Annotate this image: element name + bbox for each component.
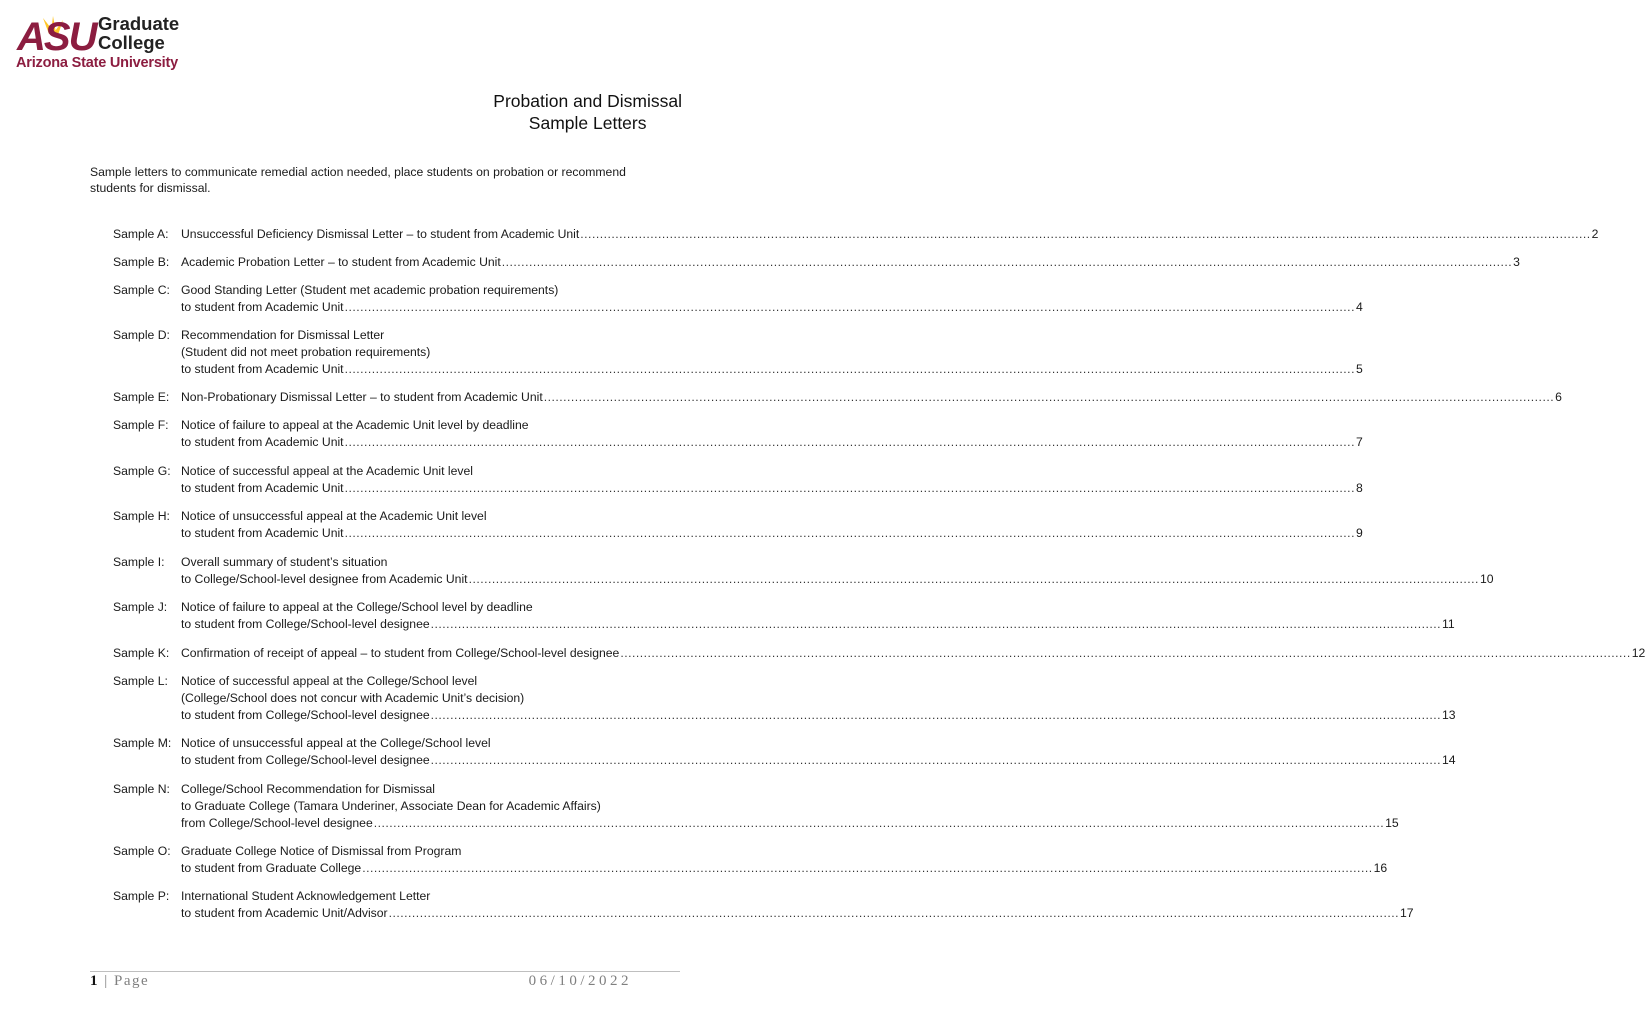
toc-dot-leader: .................................................................................................................................................................................................................................................................... xyxy=(543,390,1555,404)
toc-entry-text: College/School Recommendation for Dismissal xyxy=(181,782,436,796)
toc-dot-leader: .................................................................................................................................................................................................................................................................... xyxy=(430,708,1442,722)
toc-entry[interactable] xyxy=(113,282,1363,316)
toc-dot-leader: .................................................................................................................................................................................................................................................................... xyxy=(388,906,1399,920)
toc-entry-body xyxy=(181,645,1645,662)
toc-entry-line xyxy=(181,599,661,616)
toc-entry-text: (College/School does not concur with Academic Unit’s decision) xyxy=(181,691,525,705)
toc-entry-line xyxy=(181,463,661,480)
toc-entry-line xyxy=(181,282,661,299)
toc-entry-label: Sample O: xyxy=(113,844,171,858)
toc-entry-text: to student from Academic Unit xyxy=(181,526,344,540)
toc-entry-text: from College/School-level designee xyxy=(181,816,373,830)
toc-dot-leader: .................................................................................................................................................................................................................................................................... xyxy=(344,526,1355,540)
toc-entry-label: Sample L: xyxy=(113,674,168,688)
toc-entry-text: Non-Probationary Dismissal Letter – to student from Academic Unit xyxy=(181,390,543,404)
toc-entry-text: Notice of failure to appeal at the College/School level by deadline xyxy=(181,600,533,614)
toc-entry[interactable] xyxy=(113,327,1363,378)
toc-page-number: 5 xyxy=(1355,362,1363,376)
toc-dot-leader: .................................................................................................................................................................................................................................................................... xyxy=(344,362,1355,376)
toc-entry-body xyxy=(181,673,1456,724)
toc-entry-body xyxy=(181,599,1455,633)
toc-entry-label: Sample H: xyxy=(113,509,170,523)
title-line-2: Sample Letters xyxy=(528,113,647,133)
toc-dot-leader: .................................................................................................................................................................................................................................................................... xyxy=(430,753,1442,767)
logo-line1: Graduate xyxy=(98,13,180,34)
toc-entry-text: Graduate College Notice of Dismissal from Program xyxy=(181,844,462,858)
toc-entry-text: to student from Academic Unit xyxy=(181,362,344,376)
toc-entry-line xyxy=(181,673,661,690)
toc-entry[interactable] xyxy=(113,888,1414,922)
toc-entry[interactable] xyxy=(113,554,1494,588)
toc-entry-line xyxy=(181,735,661,752)
toc-page-number: 17 xyxy=(1400,906,1414,920)
toc-entry-line xyxy=(181,389,1562,406)
toc-dot-leader: .................................................................................................................................................................................................................................................................... xyxy=(468,572,1479,586)
toc-entry[interactable] xyxy=(113,508,1363,542)
toc-entry-text: Notice of failure to appeal at the Academic Unit level by deadline xyxy=(181,418,529,432)
toc-page-number: 15 xyxy=(1385,816,1399,830)
asu-graduate-college-logo xyxy=(16,12,186,74)
asu-logo-mark xyxy=(16,12,186,59)
toc-entry[interactable] xyxy=(113,226,1599,243)
toc-entry[interactable] xyxy=(113,463,1363,497)
toc-entry-line xyxy=(181,480,1363,497)
logo-line2: College xyxy=(98,32,165,53)
toc-entry-label: Sample B: xyxy=(113,255,170,269)
title-line-1: Probation and Dismissal xyxy=(493,91,682,111)
toc-page-number: 13 xyxy=(1442,708,1456,722)
toc-entry-label: Sample C: xyxy=(113,283,170,297)
toc-entry-text: to student from Graduate College xyxy=(181,861,362,875)
asu-wordmark: ASU xyxy=(17,15,96,59)
toc-entry-line xyxy=(181,434,1363,451)
toc-page-number: 12 xyxy=(1631,646,1645,660)
toc-entry-label: Sample K: xyxy=(113,646,170,660)
toc-entry[interactable] xyxy=(113,645,1645,662)
toc-entry-text: International Student Acknowledgement Letter xyxy=(181,889,431,903)
toc-entry-line xyxy=(181,508,661,525)
toc-entry-line xyxy=(181,645,1645,662)
footer-date: 06/10/2022 xyxy=(528,973,632,989)
toc-entry-line xyxy=(181,843,661,860)
toc-entry-text: (Student did not meet probation requirements) xyxy=(181,345,431,359)
toc-entry-label: Sample A: xyxy=(113,227,169,241)
toc-entry-body xyxy=(181,389,1562,406)
university-name: Arizona State University xyxy=(16,55,178,71)
toc-entry-body xyxy=(181,282,1363,316)
toc-entry-label: Sample M: xyxy=(113,736,172,750)
toc-entry-text: to student from Academic Unit/Advisor xyxy=(181,906,388,920)
toc-entry[interactable] xyxy=(113,843,1388,877)
toc-entry-body xyxy=(181,508,1363,542)
page-label: | Page xyxy=(99,973,150,989)
toc-entry-line xyxy=(181,254,1520,271)
toc-entry-line xyxy=(181,707,1456,724)
toc-entry-body xyxy=(181,554,1494,588)
toc-entry-body xyxy=(181,888,1414,922)
toc-entry-line xyxy=(181,525,1363,542)
toc-entry-line xyxy=(181,616,1455,633)
toc-entry-text: to student from College/School-level designee xyxy=(181,708,430,722)
toc-entry-text: Recommendation for Dismissal Letter xyxy=(181,328,385,342)
toc-entry-line xyxy=(181,888,661,905)
document-title xyxy=(493,90,682,134)
toc-entry-label: Sample I: xyxy=(113,555,165,569)
toc-dot-leader: .................................................................................................................................................................................................................................................................... xyxy=(344,300,1355,314)
toc-dot-leader: .................................................................................................................................................................................................................................................................... xyxy=(344,435,1355,449)
toc-dot-leader: .................................................................................................................................................................................................................................................................... xyxy=(430,617,1442,631)
toc-entry-label: Sample J: xyxy=(113,600,168,614)
toc-entry-text: Notice of unsuccessful appeal at the College/School level xyxy=(181,736,491,750)
toc-page-number: 3 xyxy=(1513,255,1520,269)
toc-dot-leader: .................................................................................................................................................................................................................................................................... xyxy=(344,481,1355,495)
toc-entry-text: Notice of successful appeal at the College/School level xyxy=(181,674,478,688)
toc-entry-line xyxy=(181,690,661,707)
toc-entry-body xyxy=(181,226,1599,243)
toc-entry-line xyxy=(181,571,1494,588)
toc-entry-line xyxy=(181,815,1399,832)
toc-entry-text: to student from Academic Unit xyxy=(181,435,344,449)
toc-page-number: 9 xyxy=(1355,526,1363,540)
toc-entry-body xyxy=(181,327,1363,378)
toc-entry-body xyxy=(181,781,1399,832)
toc-entry-text: to student from Academic Unit xyxy=(181,481,344,495)
toc-entry-label: Sample E: xyxy=(113,390,170,404)
toc-page-number: 6 xyxy=(1555,390,1562,404)
toc-dot-leader: .................................................................................................................................................................................................................................................................... xyxy=(620,646,1631,660)
toc-entry[interactable] xyxy=(113,417,1363,451)
toc-entry[interactable] xyxy=(113,389,1562,406)
toc-entry-line xyxy=(181,361,1363,378)
toc-entry[interactable] xyxy=(113,599,1455,633)
toc-page-number: 7 xyxy=(1355,435,1363,449)
toc-page-number: 11 xyxy=(1442,617,1455,631)
toc-page-number: 2 xyxy=(1591,227,1599,241)
toc-entry-line xyxy=(181,417,661,434)
toc-entry-text: Confirmation of receipt of appeal – to student from College/School-level designee xyxy=(181,646,620,660)
toc-entry-label: Sample F: xyxy=(113,418,169,432)
toc-entry[interactable] xyxy=(113,735,1456,769)
toc-page-number: 10 xyxy=(1479,572,1494,586)
toc-entry-text: to student from College/School-level designee xyxy=(181,753,430,767)
page-number: 1 xyxy=(90,973,99,989)
toc-entry[interactable] xyxy=(113,781,1399,832)
toc-page-number: 4 xyxy=(1355,300,1363,314)
toc-entry-line xyxy=(181,299,1363,316)
toc-entry-text: to student from College/School-level designee xyxy=(181,617,430,631)
toc-entry-text: Good Standing Letter (Student met academic probation requirements) xyxy=(181,283,559,297)
toc-page-number: 8 xyxy=(1355,481,1363,495)
toc-entry-label: Sample D: xyxy=(113,328,170,342)
toc-entry-line xyxy=(181,781,661,798)
toc-entry-text: Notice of unsuccessful appeal at the Academic Unit level xyxy=(181,509,487,523)
toc-entry-body xyxy=(181,417,1363,451)
toc-entry-text: to College/School-level designee from Academic Unit xyxy=(181,572,468,586)
toc-entry-line xyxy=(181,905,1414,922)
toc-entry-line xyxy=(181,860,1388,877)
footer-divider xyxy=(90,971,680,972)
toc-entry-body xyxy=(181,254,1520,271)
toc-entry-line xyxy=(181,798,661,815)
footer-page-number xyxy=(90,973,149,990)
toc-entry-text: Academic Probation Letter – to student from Academic Unit xyxy=(181,255,501,269)
toc-dot-leader: .................................................................................................................................................................................................................................................................... xyxy=(373,816,1385,830)
toc-entry-label: Sample G: xyxy=(113,464,171,478)
toc-entry-line xyxy=(181,344,661,361)
toc-entry-body xyxy=(181,463,1363,497)
toc-entry-line xyxy=(181,226,1599,243)
toc-entry-label: Sample N: xyxy=(113,782,170,796)
toc-entry-text: Notice of successful appeal at the Academic Unit level xyxy=(181,464,473,478)
toc-dot-leader: .................................................................................................................................................................................................................................................................... xyxy=(501,255,1513,269)
toc-page-number: 16 xyxy=(1373,861,1388,875)
toc-entry-body xyxy=(181,735,1456,769)
toc-entry[interactable] xyxy=(113,254,1520,271)
toc-entry-line xyxy=(181,327,661,344)
toc-entry-line xyxy=(181,752,1456,769)
toc-entry-body xyxy=(181,843,1388,877)
toc-page-number: 14 xyxy=(1442,753,1456,767)
toc-dot-leader: .................................................................................................................................................................................................................................................................... xyxy=(580,227,1591,241)
toc-entry-text: to Graduate College (Tamara Underiner, Associate Dean for Academic Affairs) xyxy=(181,799,601,813)
toc-entry[interactable] xyxy=(113,673,1456,724)
intro-paragraph: Sample letters to communicate remedial action needed, place students on probation or recommend students for dismissal. xyxy=(90,165,626,195)
toc-entry-text: to student from Academic Unit xyxy=(181,300,344,314)
toc-entry-text: Unsuccessful Deficiency Dismissal Letter – to student from Academic Unit xyxy=(181,227,580,241)
toc-dot-leader: .................................................................................................................................................................................................................................................................... xyxy=(362,861,1373,875)
toc-entry-line xyxy=(181,554,661,571)
toc-entry-label: Sample P: xyxy=(113,889,170,903)
toc-entry-text: Overall summary of student’s situation xyxy=(181,555,388,569)
